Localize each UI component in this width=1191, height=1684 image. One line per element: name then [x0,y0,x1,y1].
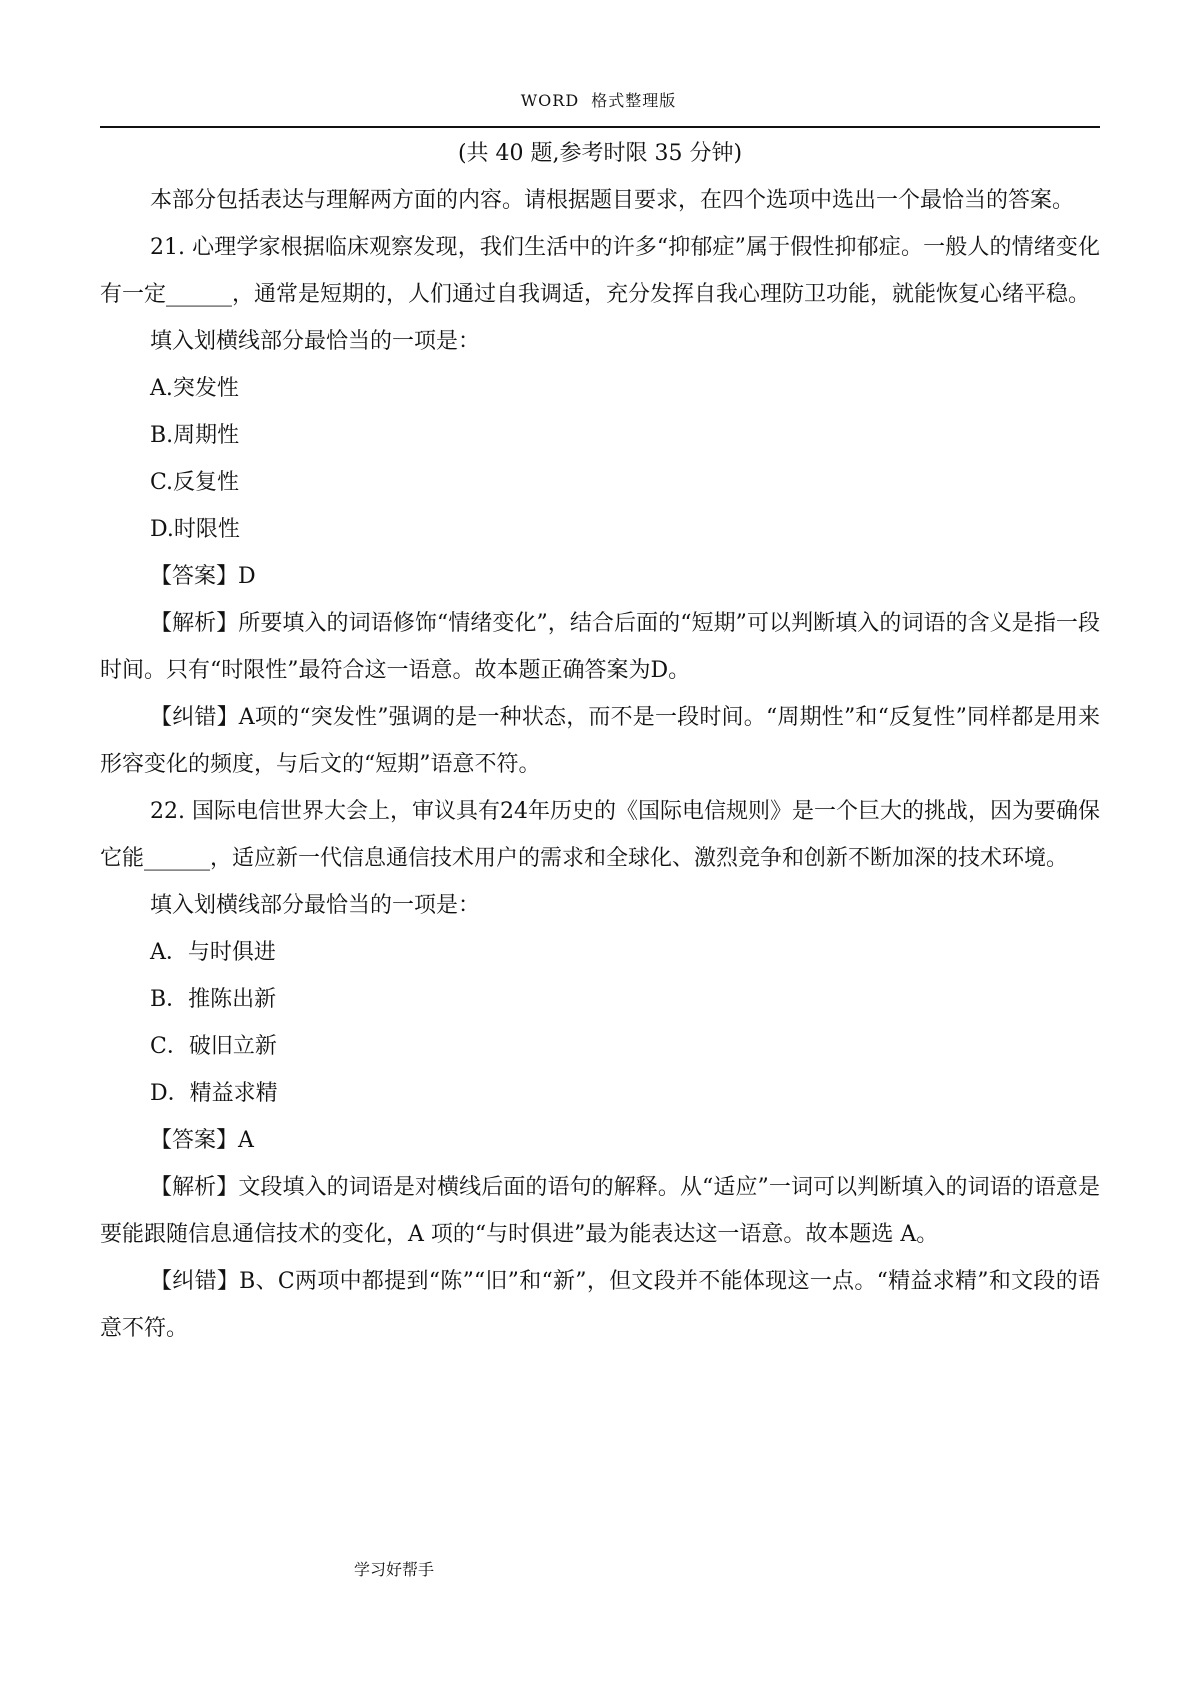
answer: 【答案】A [150,1128,254,1153]
option-b: B．推陈出新 [150,987,277,1012]
question-prompt: 填入划横线部分最恰当的一项是： [150,893,481,918]
option-c: C.反复性 [150,470,240,495]
header-word: WORD [520,91,580,110]
question-prompt: 填入划横线部分最恰当的一项是： [150,329,481,354]
header-divider [100,126,1100,128]
option-d: D．精益求精 [150,1081,278,1106]
analysis: 【解析】所要填入的词语修饰“情绪变化”，结合后面的“短期”可以判断填入的词语的含义是指一段时间。只有“时限性”最符合这一语意。故本题正确答案为D。 [100,611,1100,683]
analysis: 【解析】文段填入的词语是对横线后面的语句的解释。从“适应”一词可以判断填入的词语的语意是要能跟随信息通信技术的变化，A 项的“与时俱进”最为能表达这一语意。故本题选 A。 [100,1175,1100,1247]
answer: 【答案】D [150,564,256,589]
option-a: A.突发性 [150,376,239,401]
question-21 [100,224,1100,788]
question-stem: 22. 国际电信世界大会上，审议具有24年历史的《国际电信规则》是一个巨大的挑战，因为要确保它能______，适应新一代信息通信技术用户的需求和全球化、激烈竞争和创新不断加深的技术环境。 [100,799,1100,871]
option-a: A．与时俱进 [150,940,276,965]
question-stem: 21. 心理学家根据临床观察发现，我们生活中的许多“抑郁症”属于假性抑郁症。一般人的情绪变化有一定______，通常是短期的，人们通过自我调适，充分发挥自我心理防卫功能，就能恢复心绪平稳。 [100,235,1100,307]
question-22 [100,788,1100,1352]
option-b: B.周期性 [150,423,240,448]
option-d: D.时限性 [150,517,240,542]
page-footer: 学习好帮手 [354,1560,435,1579]
correction: 【纠错】A项的“突发性”强调的是一种状态，而不是一段时间。“周期性”和“反复性”同样都是用来形容变化的频度，与后文的“短期”语意不符。 [100,705,1100,777]
header-format: 格式整理版 [591,91,677,110]
document-body [100,130,1100,1352]
section-intro: 本部分包括表达与理解两方面的内容。请根据题目要求，在四个选项中选出一个最恰当的答案。 [150,188,1075,213]
correction: 【纠错】B、C两项中都提到“陈”“旧”和“新”，但文段并不能体现这一点。“精益求精”和文段的语意不符。 [100,1269,1100,1341]
page-header [0,88,1191,111]
section-note: (共 40 题,参考时限 35 分钟) [457,141,743,166]
option-c: C．破旧立新 [150,1034,277,1059]
